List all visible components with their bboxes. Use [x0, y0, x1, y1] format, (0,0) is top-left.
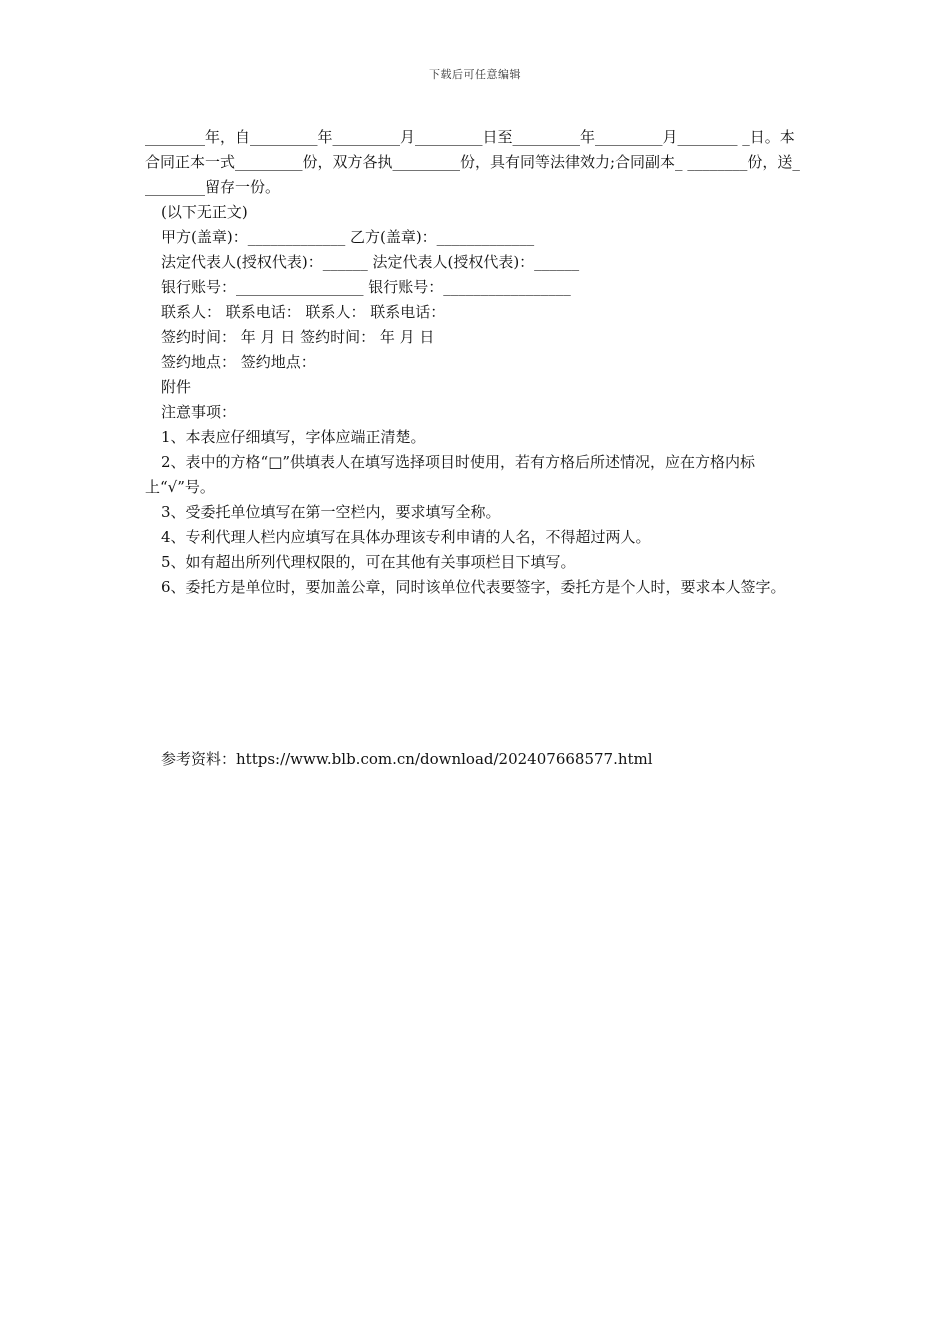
contract-body: [145, 125, 807, 600]
reference-link-text: 参考资料：https://www.blb.com.cn/download/202407668577.html: [161, 750, 653, 768]
note-item-4: 4、专利代理人栏内应填写在具体办理该专利申请的人名，不得超过两人。: [161, 528, 651, 546]
party-seal-line: 甲方(盖章)：_____________ 乙方(盖章)：_____________: [161, 228, 535, 246]
sign-place-line: 签约地点： 签约地点：: [161, 353, 316, 371]
note-item-5: 5、如有超出所列代理权限的，可在其他有关事项栏目下填写。: [161, 553, 576, 571]
contact-line: 联系人： 联系电话： 联系人： 联系电话：: [161, 303, 446, 321]
representative-line: 法定代表人(授权代表)：______ 法定代表人(授权代表)：______: [161, 253, 580, 271]
bank-account-line: 银行账号：_________________ 银行账号：_________________: [161, 278, 571, 296]
sign-time-line: 签约时间： 年 月 日 签约时间： 年 月 日: [161, 328, 435, 346]
note-item-2: 2、表中的方格“□”供填表人在填写选择项目时使用，若有方格后所述情况，应在方格内标上“√”号。: [145, 453, 756, 496]
note-item-3: 3、受委托单位填写在第一空栏内，要求填写全称。: [161, 503, 501, 521]
end-of-text-line: (以下无正文): [161, 203, 248, 221]
notes-title: 注意事项：: [161, 403, 237, 421]
note-item-1: 1、本表应仔细填写，字体应端正清楚。: [161, 428, 426, 446]
download-note: 下载后可任意编辑: [429, 68, 521, 81]
contract-term-paragraph: ________年，自_________年_________月_________日至_________年_________月________ _日。本合同正本一式_________份，双方各执_________份，具有同等法律效力;合同副本_ ________份，送_________留存一份。: [145, 128, 800, 196]
attachment-heading: 附件: [161, 378, 192, 396]
note-item-6: 6、委托方是单位时，要加盖公章，同时该单位代表要签字，委托方是个人时，要求本人签字。: [161, 578, 786, 596]
